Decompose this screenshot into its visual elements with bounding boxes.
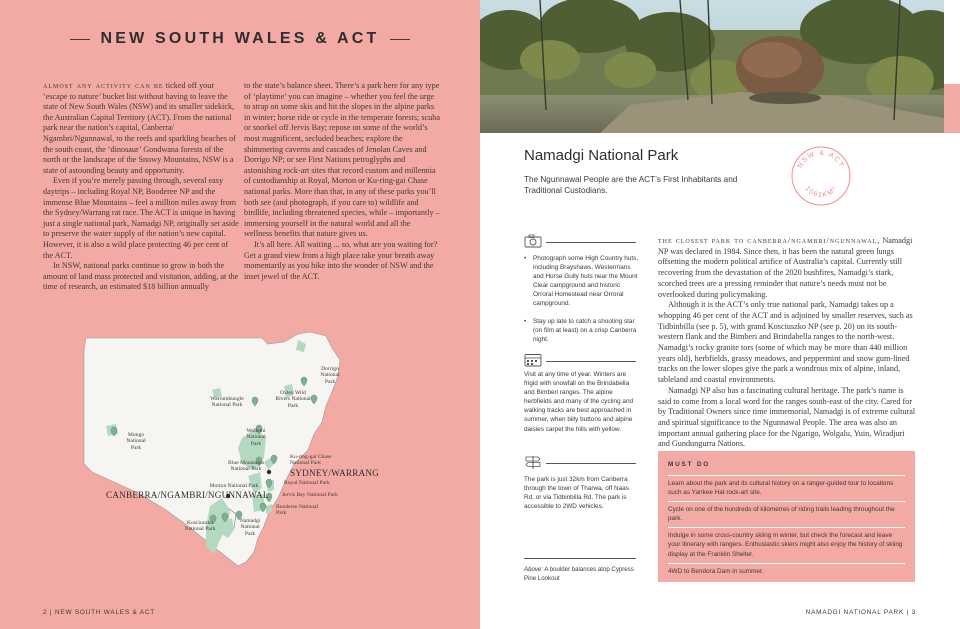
tip-rule bbox=[546, 242, 636, 243]
park-paragraph: Namadgi NP also has a fascinating cultural heritage. The park’s name is said to come from a local word for the ranges south-east of the city. Cared for by Traditional Owners since time immemorial, Namadgi is of extreme cultural and spiritual significance to the Ngunnawal People. The area was also an important annual gathering place for the Ngarigo, Wolgalu, Yuin, Wiradjuri and Gundungurra Nations. bbox=[658, 385, 916, 449]
must-do-box bbox=[658, 451, 915, 582]
map-label-booderee: Booderee National Park bbox=[276, 504, 319, 517]
map-label-kuringgai: Ku-ring-gai Chase National Park bbox=[290, 454, 332, 467]
photo-tip-item: • Photograph some High Country huts, including Brayshaws, Westermans and Horse Gully huts near the Mount Clear campground and historic Orroral Homestead near Orroral campground. bbox=[524, 254, 640, 309]
page-footer-left: 2 | NEW SOUTH WALES & ACT bbox=[43, 609, 155, 616]
park-subtitle: The Ngunnawal People are the ACT’s First Inhabitants and Traditional Custodians. bbox=[524, 175, 738, 195]
signpost-icon bbox=[524, 455, 542, 469]
intro-lead: almost any activity can be bbox=[43, 81, 164, 90]
body-paragraph: Even if you’re merely passing through, several easy daytrips – including Royal NP, Booderee NP and the immense Blue Mountains – feel a million miles away from the Sydney/Warrang rat race. The ACT is unique in having just a single national park, Namadgi NP, originally set aside to preserve the water supply of the nation’s new capital. However, it is also a wild place protecting 46 per cent of the ACT. bbox=[43, 176, 239, 260]
map-label-sydney: SYDNEY/WARRANG bbox=[290, 468, 380, 478]
page-edge-tab bbox=[944, 84, 960, 133]
title-rule-left bbox=[70, 39, 90, 40]
photo-tips bbox=[524, 254, 640, 352]
nsw-map bbox=[70, 330, 400, 580]
map-label-dorrigo: Dorrigo National Park bbox=[320, 366, 340, 385]
map-label-mungo: Mungo National Park bbox=[126, 432, 146, 451]
calendar-icon bbox=[524, 353, 542, 367]
body-paragraph: to the state’s balance sheet. There’s a park here for any type of ‘playtime’ you can imagine – whether you feel the urge to strap on some skis and hit the slopes in the alpine parks in winter; horse ride or cycle in the temperate forests; scuba or snorkel off Jervis Bay; repose on some of the world’s most magnificent, secluded beaches; explore the shimmering caverns and cascades of Jenolan Caves and Dorrigo NP; or see First Nations petroglyphs and astonishing rock-art sites that record custom and millennia of custodianship at Royal, Morton or Ku-ring-gai Chase national parks. More than that, in any of these parks you’ll both see (and photograph, if you care to) wildlife and birdlife, including threatened species, while – importantly – immersing yourself in the natural world and all the wellness benefits that nature gives us. bbox=[244, 81, 440, 239]
access-info: The park is just 32km from Canberra through the town of Tharwa, off Naas Rd, or via Tidbinbilla Rd. The park is accessible to 2WD vehicles. bbox=[524, 476, 629, 511]
map-label-kosciuszko: Kosciuszko National Park bbox=[184, 520, 216, 533]
map-label-jervis: Jervis Bay National Park bbox=[282, 492, 338, 498]
must-do-heading: MUST DO bbox=[668, 461, 711, 468]
park-paragraph: the closest park to canberra/ngambri/ngunnawal, Namadgi NP was declared in 1984. Since then, it has been the natural green lungs offsetting the modern political artifice of Australia’s capital. Currently still recovering from the devastation of the 2020 bushfires, Namadgi’s stark, scorched trees are a pressing reminder that nature’s needs must not be overlooked during policymaking. bbox=[658, 236, 913, 299]
season-info: Visit at any time of year. Winters are frigid with snowfall on the Brindabella and Bimberi ranges. The alpine herbfields and many of the cycling and walking tracks are best approached in summer, when billy buttons and alpine daisies carpet the hills with yellow. bbox=[524, 371, 634, 433]
map-label-morton: Morton National Park bbox=[209, 483, 259, 489]
park-lead: the closest park to canberra/ngambri/ngunnawal, bbox=[658, 236, 881, 245]
map-outline bbox=[70, 330, 400, 580]
title-rule-right bbox=[390, 39, 410, 40]
svg-text:1061KM² bbox=[803, 185, 838, 199]
section-title-row bbox=[70, 30, 410, 48]
photo-tip-item: • Stay up late to catch a shooting star (on film at least) on a crisp Canberra night. bbox=[524, 317, 640, 344]
must-do-item: 4WD to Bendora Dam in summer. bbox=[668, 563, 905, 580]
map-label-wollemi: Wollemi National Park bbox=[246, 428, 266, 447]
right-page bbox=[480, 0, 960, 629]
must-do-item: Indulge in some cross-country skiing in winter, but check the forecast and leave your itinerary with rangers. Enthusiastic skiers might also enjoy the history of skiing display at the Franklin Shelter. bbox=[668, 527, 905, 562]
caption-lead: Above: bbox=[524, 566, 543, 573]
page-footer-right: NAMADGI NATIONAL PARK | 3 bbox=[805, 609, 916, 616]
region-area-badge bbox=[790, 145, 852, 207]
tip-rule bbox=[546, 361, 636, 362]
map-label-oxley: Oxley Wild Rivers National Park bbox=[275, 390, 311, 409]
photo-caption: Above: A boulder balances atop Cypress Pine Lookout bbox=[524, 566, 634, 582]
body-paragraph: It’s all here. All waiting ... so, what are you waiting for? Get a grand view from a high place take your breath away momentarily as you hike into the wonder of NSW and the inset jewel of the ACT. bbox=[244, 239, 438, 281]
map-label-blue-mountains: Blue Mountains National Park bbox=[228, 460, 264, 473]
map-label-canberra: CANBERRA/NGAMBRI/NGUNNAWAL bbox=[106, 490, 269, 500]
map-label-namadgi: Namadgi National Park bbox=[239, 518, 261, 537]
must-do-item: Cycle on one of the hundreds of kilometres of riding trails leading throughout the park. bbox=[668, 501, 905, 527]
intro-paragraph: almost any activity can be ticked off your ‘escape to nature’ bucket list without having to leave the state of New South Wales (NSW) and its smaller sidekick, the Australian Capital Territory (ACT). From the national park near the nation’s capital, Canberra/ Ngambri/Ngunnawal, to the reefs and sparkling beaches of the south coast, the ‘dinosaur’ Gondwana forests of the north or the landscape of the Snowy Mountains, NSW is a state of astounding beauty and opportunity. bbox=[43, 81, 236, 175]
section-title: NEW SOUTH WALES & ACT bbox=[100, 30, 380, 47]
body-paragraph: In NSW, national parks continue to grow in both the amount of land mass protected and visitation, adding, at the time of research, an estimated $18 billion annually bbox=[43, 261, 239, 292]
badge-bottom-text: 1061KM² bbox=[803, 185, 839, 200]
map-label-royal: Royal National Park bbox=[284, 480, 330, 486]
camera-icon bbox=[524, 234, 542, 248]
caption-rule bbox=[524, 558, 636, 559]
boulder-image bbox=[480, 0, 944, 133]
boulder-photo bbox=[480, 0, 944, 133]
intro-column-1 bbox=[43, 81, 239, 293]
must-do-item: Learn about the park and its cultural history on a ranger-guided tour to locations such as Yankee Hat rock-art site. bbox=[668, 475, 905, 501]
intro-column-2 bbox=[244, 81, 440, 282]
park-paragraph: Although it is the ACT’s only true national park, Namadgi takes up a whopping 46 per cent of the ACT and is adjoined by smaller reserves, such as Tidbinbilla (see p. 5), with grand Kosciuszko NP (see p. 20) on its south-western flank and the Bimberi and Brindabella ranges to the north-west. Namadgi’s rocky granite tors (some of which may be more than 440 million years old), herbfields, grassy meadows, and peppermint and snow gum-lined tracks on the lower slopes give the park a wondrous mix of alpine, inland, tableland and coastal environments. bbox=[658, 300, 913, 385]
tip-rule bbox=[546, 463, 636, 464]
map-label-warrumbungle: Warrumbungle National Park bbox=[210, 396, 244, 409]
badge-top-text: NSW & ACT bbox=[796, 149, 846, 170]
park-title: Namadgi National Park bbox=[524, 147, 679, 164]
park-description bbox=[658, 236, 916, 450]
